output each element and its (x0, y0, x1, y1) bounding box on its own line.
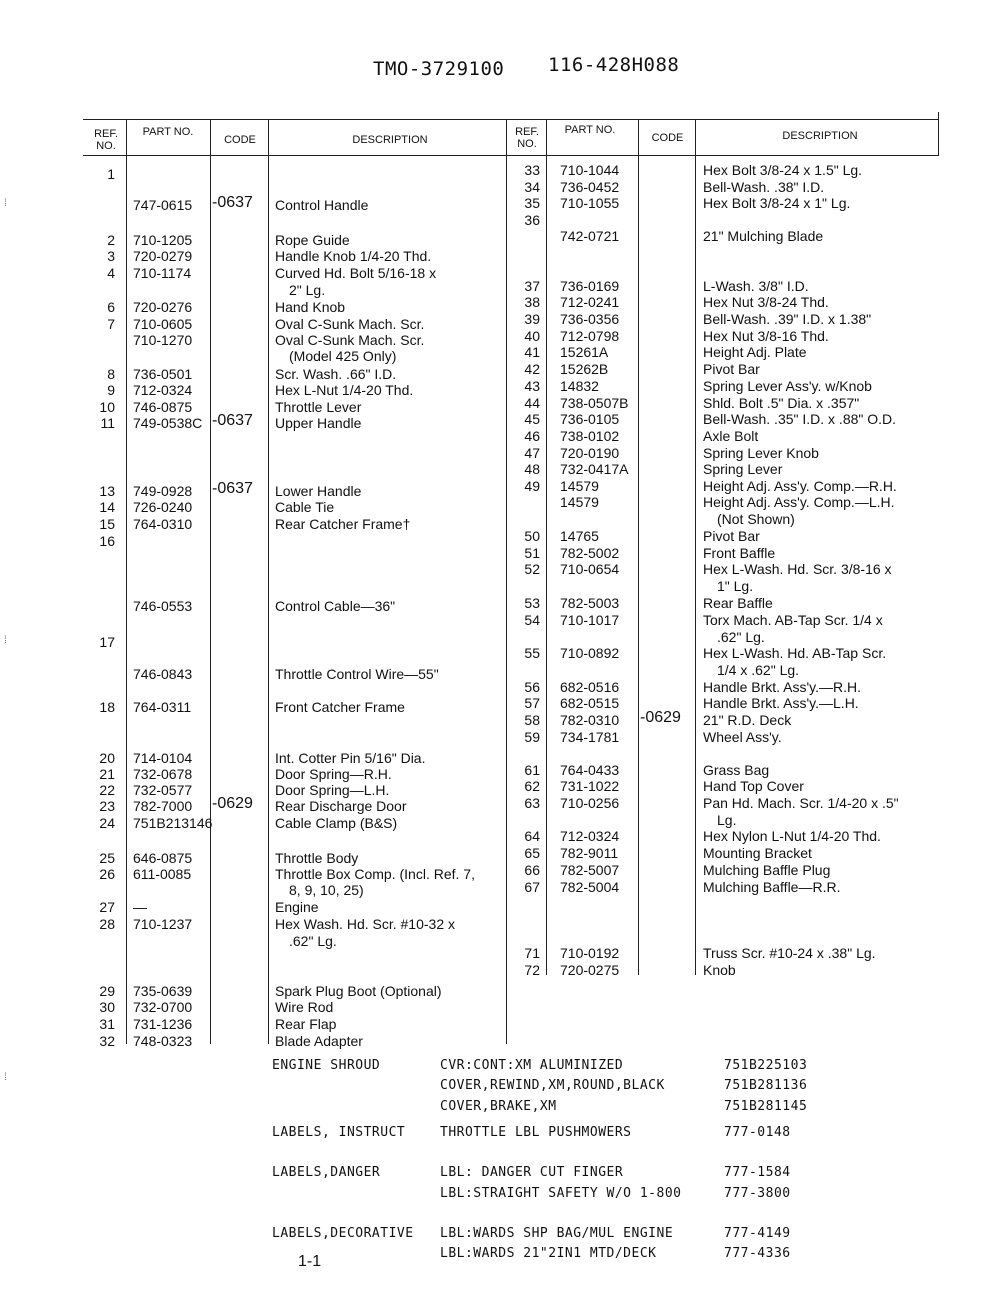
supplement-item: LBL:WARDS 21"2IN1 MTD/DECK (440, 1246, 657, 1261)
description: Height Adj. Ass'y. Comp.—L.H. (703, 494, 895, 510)
supplement-item: LBL: DANGER CUT FINGER (440, 1165, 624, 1180)
supplement-item: THROTTLE LBL PUSHMOWERS (440, 1125, 632, 1140)
part-no: 682-0515 (560, 695, 620, 711)
part-no: 710-1055 (560, 195, 620, 211)
part-no: 764-0311 (133, 699, 192, 715)
col-header-description: DESCRIPTION (352, 134, 428, 146)
col-header-code: CODE (224, 134, 256, 146)
part-no: 712-0324 (133, 382, 193, 398)
code: -0629 (640, 709, 681, 726)
ref-no: 41 (524, 344, 540, 360)
ref-no: 59 (524, 729, 540, 745)
description: (Not Shown) (717, 511, 795, 527)
ref-no: 56 (524, 679, 540, 695)
description: Grass Bag (703, 762, 770, 778)
supplement-part: 777-1584 (724, 1165, 791, 1180)
part-no: 720-0279 (133, 248, 193, 264)
description: Spring Lever Knob (703, 445, 819, 461)
col-sep (506, 120, 507, 1044)
ref-no: 17 (99, 634, 115, 650)
description: Wire Rod (275, 999, 334, 1015)
ref-no: 10 (99, 399, 115, 415)
description: Height Adj. Ass'y. Comp.—R.H. (703, 478, 897, 494)
part-no: 712-0798 (560, 328, 620, 344)
description: Pan Hd. Mach. Scr. 1/4-20 x .5" (703, 795, 899, 811)
description: Height Adj. Plate (703, 344, 807, 360)
part-no: 746-0843 (133, 666, 193, 682)
part-no: 746-0553 (133, 598, 193, 614)
description: Bell-Wash. .39" I.D. x 1.38" (703, 311, 872, 327)
part-no: 738-0507B (560, 395, 629, 411)
part-no: 14579 (560, 494, 599, 510)
ref-no: 38 (524, 294, 540, 310)
ref-no: 11 (100, 415, 115, 431)
part-no: 736-0356 (560, 311, 620, 327)
ref-no: 1 (107, 166, 115, 182)
ref-no: 72 (524, 962, 540, 978)
part-no: 736-0452 (560, 179, 620, 195)
ref-no: 65 (524, 845, 540, 861)
part-no: 712-0324 (560, 828, 620, 844)
description: 21" R.D. Deck (703, 712, 792, 728)
ref-no: 3 (107, 248, 115, 264)
part-no: 720-0190 (560, 445, 620, 461)
part-no: 710-0605 (133, 316, 193, 332)
part-no: 710-0192 (560, 945, 620, 961)
description: Knob (703, 962, 736, 978)
supplement-category: ENGINE SHROUD (272, 1058, 381, 1073)
description: Hex L-Nut 1/4-20 Thd. (275, 382, 414, 398)
col-sep (638, 120, 639, 975)
description: Hex Bolt 3/8-24 x 1" Lg. (703, 195, 851, 211)
supplement-item: COVER,BRAKE,XM (440, 1099, 557, 1114)
part-no: 732-0700 (133, 999, 193, 1015)
ref-no: 35 (524, 195, 540, 211)
part-no: 764-0433 (560, 762, 620, 778)
ref-no: 48 (524, 461, 540, 477)
ref-no: 49 (524, 478, 540, 494)
part-no: 782-9011 (560, 845, 619, 861)
description: Torx Mach. AB-Tap Scr. 1/4 x (703, 612, 883, 628)
description: 2" Lg. (289, 282, 326, 298)
ref-no: 37 (524, 278, 540, 294)
supplement-part: 777-0148 (724, 1125, 791, 1140)
col-header-ref-right: REF. NO. (515, 126, 539, 150)
description: Hex L-Wash. Hd. Scr. 3/8-16 x (703, 561, 892, 577)
description: Blade Adapter (275, 1033, 363, 1049)
description: Cable Clamp (B&S) (275, 815, 398, 831)
col-sep (695, 120, 696, 975)
col-header-ref: REF. NO. (94, 128, 118, 152)
supplement-category: LABELS, INSTRUCT (272, 1125, 406, 1140)
description: Lg. (717, 812, 737, 828)
supplement-part: 777-4336 (724, 1246, 791, 1261)
ref-no: 27 (99, 899, 115, 915)
description: Throttle Box Comp. (Incl. Ref. 7, (275, 866, 475, 882)
description: Spark Plug Boot (Optional) (275, 983, 442, 999)
part-no: 731-1022 (560, 778, 620, 794)
description: Front Baffle (703, 545, 776, 561)
col-header-part: PART NO. (142, 126, 194, 138)
description: L-Wash. 3/8" I.D. (703, 278, 809, 294)
description: Throttle Control Wire—55" (275, 666, 439, 682)
part-no: 782-7000 (133, 798, 193, 814)
description: .62" Lg. (289, 933, 337, 949)
part-no: 15261A (560, 344, 609, 360)
description: Rear Discharge Door (275, 798, 407, 814)
part-no: 710-1017 (560, 612, 620, 628)
part-no: 710-0892 (560, 645, 620, 661)
part-no: 734-1781 (560, 729, 620, 745)
description: Spring Lever Ass'y. w/Knob (703, 378, 872, 394)
table-header-rule (83, 155, 939, 156)
col-sep (210, 120, 211, 1044)
ref-no: 53 (524, 595, 540, 611)
ref-no: 31 (99, 1016, 115, 1032)
part-no: 751B213146 (133, 815, 213, 831)
part-no: 682-0516 (560, 679, 620, 695)
part-no: 15262B (560, 361, 609, 377)
description: Upper Handle (275, 415, 362, 431)
description: Throttle Body (275, 850, 359, 866)
ref-no: 43 (524, 378, 540, 394)
supplement-category: LABELS,DANGER (272, 1165, 381, 1180)
part-no: 749-0538C (133, 415, 203, 431)
description: Scr. Wash. .66" I.D. (275, 366, 397, 382)
description: Mulching Baffle Plug (703, 862, 831, 878)
description: Front Catcher Frame (275, 699, 405, 715)
ref-no: 24 (99, 815, 115, 831)
model-code: TMO-3729100 (373, 58, 505, 80)
ref-no: 16 (99, 533, 115, 549)
supplement-category: LABELS,DECORATIVE (272, 1226, 414, 1241)
part-no: 732-0678 (133, 766, 193, 782)
description: Hex Bolt 3/8-24 x 1.5" Lg. (703, 162, 863, 178)
col-header-part-right: PART NO. (564, 124, 616, 136)
part-no: 748-0323 (133, 1033, 193, 1049)
code: -0637 (212, 194, 253, 211)
supplement-part: 777-4149 (724, 1226, 791, 1241)
description: Shld. Bolt .5" Dia. x .357" (703, 395, 860, 411)
supplement-part: 751B281136 (724, 1078, 808, 1093)
code: -0637 (212, 412, 253, 429)
ref-no: 4 (107, 265, 115, 281)
ref-no: 61 (524, 762, 540, 778)
part-no: 714-0104 (133, 750, 193, 766)
description: 1" Lg. (717, 578, 754, 594)
ref-no: 42 (524, 361, 540, 377)
description: Mulching Baffle—R.R. (703, 879, 841, 895)
ref-no: 47 (524, 445, 540, 461)
description: Rear Flap (275, 1016, 337, 1032)
supplement-item: COVER,REWIND,XM,ROUND,BLACK (440, 1078, 665, 1093)
part-no: 736-0169 (560, 278, 620, 294)
part-no: 710-1270 (133, 332, 193, 348)
part-no: 712-0241 (560, 294, 620, 310)
description: Axle Bolt (703, 428, 759, 444)
col-sep (268, 120, 269, 1044)
description: Mounting Bracket (703, 845, 812, 861)
description: Hand Knob (275, 299, 346, 315)
part-no: 742-0721 (560, 228, 620, 244)
description: Spring Lever (703, 461, 783, 477)
ref-no: 25 (99, 850, 115, 866)
table-top-rule (83, 119, 939, 120)
ref-no: 66 (524, 862, 540, 878)
description: Hex Nut 3/8-24 Thd. (703, 294, 829, 310)
supplement-item: LBL:WARDS SHP BAG/MUL ENGINE (440, 1226, 674, 1241)
description: Rear Catcher Frame† (275, 516, 411, 532)
part-no: 747-0615 (133, 197, 193, 213)
description: Cable Tie (275, 499, 335, 515)
ref-no: 39 (524, 311, 540, 327)
description: Rear Baffle (703, 595, 773, 611)
description: Truss Scr. #10-24 x .38" Lg. (703, 945, 876, 961)
part-no: 726-0240 (133, 499, 193, 515)
col-sep (126, 120, 127, 1044)
ref-no: 28 (99, 916, 115, 932)
ref-no: 46 (524, 428, 540, 444)
ref-no: 6 (107, 299, 115, 315)
part-no: 710-1044 (560, 162, 620, 178)
part-no: 749-0928 (133, 483, 193, 499)
ref-no: 8 (107, 366, 115, 382)
ref-no: 21 (99, 766, 115, 782)
model-number: 116-428H088 (548, 54, 680, 76)
ref-no: 63 (524, 795, 540, 811)
part-no: 782-5003 (560, 595, 620, 611)
part-no: 720-0275 (560, 962, 620, 978)
ref-no: 40 (524, 328, 540, 344)
ref-no: 54 (524, 612, 540, 628)
ref-no: 18 (99, 699, 115, 715)
description: Hex Nut 3/8-16 Thd. (703, 328, 829, 344)
description: Hex Wash. Hd. Scr. #10-32 x (275, 916, 455, 932)
ref-no: 9 (107, 382, 115, 398)
part-no: 735-0639 (133, 983, 193, 999)
description: Lower Handle (275, 483, 362, 499)
ref-no: 44 (524, 395, 540, 411)
description: Door Spring—L.H. (275, 782, 390, 798)
description: Oval C-Sunk Mach. Scr. (275, 316, 425, 332)
description: Int. Cotter Pin 5/16" Dia. (275, 750, 426, 766)
part-no: 710-1237 (133, 916, 193, 932)
ref-no: 30 (99, 999, 115, 1015)
part-no: 746-0875 (133, 399, 193, 415)
ref-no: 2 (107, 232, 115, 248)
description: Handle Brkt. Ass'y.—R.H. (703, 679, 862, 695)
ref-no: 57 (524, 695, 540, 711)
description: 1/4 x .62" Lg. (717, 662, 800, 678)
part-no: 738-0102 (560, 428, 620, 444)
part-no: 14832 (560, 378, 599, 394)
supplement-item: LBL:STRAIGHT SAFETY W/O 1-800 (440, 1186, 682, 1201)
description: Engine (275, 899, 319, 915)
ref-no: 62 (524, 778, 540, 794)
supplement-part: 751B225103 (724, 1058, 808, 1073)
description: Hand Top Cover (703, 778, 804, 794)
col-header-code-right: CODE (651, 132, 684, 144)
description: Handle Brkt. Ass'y.—L.H. (703, 695, 859, 711)
part-no: 782-0310 (560, 712, 620, 728)
part-no: 736-0105 (560, 411, 620, 427)
ref-no: 58 (524, 712, 540, 728)
code: -0629 (212, 795, 253, 812)
margin-mark: ⁞ (4, 198, 7, 209)
ref-no: 34 (524, 179, 540, 195)
ref-no: 15 (99, 516, 115, 532)
description: Rope Guide (275, 232, 350, 248)
description: .62" Lg. (717, 629, 765, 645)
part-no: 782-5007 (560, 862, 620, 878)
ref-no: 32 (99, 1033, 115, 1049)
description: Door Spring—R.H. (275, 766, 392, 782)
part-no: 710-0256 (560, 795, 620, 811)
part-no: 732-0577 (133, 782, 193, 798)
ref-no: 7 (107, 316, 115, 332)
ref-no: 52 (524, 561, 540, 577)
ref-no: 67 (524, 879, 540, 895)
description: Control Handle (275, 197, 369, 213)
part-no: 14765 (560, 528, 599, 544)
ref-no: 29 (99, 983, 115, 999)
description: Bell-Wash. .38" I.D. (703, 179, 825, 195)
part-no: 646-0875 (133, 850, 193, 866)
description: Throttle Lever (275, 399, 362, 415)
description: Hex Nylon L-Nut 1/4-20 Thd. (703, 828, 881, 844)
ref-no: 20 (99, 750, 115, 766)
description: Wheel Ass'y. (703, 729, 782, 745)
description: Oval C-Sunk Mach. Scr. (275, 332, 425, 348)
ref-no: 26 (99, 866, 115, 882)
description: Control Cable—36" (275, 598, 396, 614)
ref-no: 55 (524, 645, 540, 661)
supplement-part: 751B281145 (724, 1099, 808, 1114)
ref-no: 23 (99, 798, 115, 814)
margin-mark: ⁞ (4, 635, 7, 646)
ref-no: 45 (524, 411, 540, 427)
description: (Model 425 Only) (289, 348, 397, 364)
description: Bell-Wash. .35" I.D. x .88" O.D. (703, 411, 897, 427)
description: Pivot Bar (703, 528, 760, 544)
part-no: — (133, 899, 147, 915)
part-no: 764-0310 (133, 516, 193, 532)
ref-no: 64 (524, 828, 540, 844)
part-no: 732-0417A (560, 461, 629, 477)
part-no: 710-1174 (133, 265, 192, 281)
col-header-description-right: DESCRIPTION (782, 130, 858, 142)
part-no: 782-5002 (560, 545, 620, 561)
part-no: 14579 (560, 478, 599, 494)
supplement-part: 777-3800 (724, 1186, 791, 1201)
part-no: 611-0085 (133, 866, 192, 882)
supplement-item: CVR:CONT:XM ALUMINIZED (440, 1058, 624, 1073)
ref-no: 22 (99, 782, 115, 798)
description: Hex L-Wash. Hd. AB-Tap Scr. (703, 645, 887, 661)
ref-no: 36 (524, 212, 540, 228)
part-no: 710-1205 (133, 232, 193, 248)
ref-no: 51 (524, 545, 540, 561)
description: 8, 9, 10, 25) (289, 882, 364, 898)
part-no: 720-0276 (133, 299, 193, 315)
part-no: 782-5004 (560, 879, 620, 895)
ref-no: 13 (99, 483, 115, 499)
ref-no: 50 (524, 528, 540, 544)
ref-no: 33 (524, 162, 540, 178)
table-right-edge (938, 112, 939, 156)
ref-no: 14 (99, 499, 115, 515)
margin-mark: ⁞ (4, 1072, 7, 1083)
code: -0637 (212, 480, 253, 497)
col-sep (546, 120, 547, 975)
footer-note: 1-1 (298, 1253, 322, 1270)
description: Pivot Bar (703, 361, 760, 377)
part-no: 731-1236 (133, 1016, 193, 1032)
ref-no: 71 (524, 945, 540, 961)
part-no: 736-0501 (133, 366, 193, 382)
description: Curved Hd. Bolt 5/16-18 x (275, 265, 437, 281)
part-no: 710-0654 (560, 561, 620, 577)
description: 21" Mulching Blade (703, 228, 824, 244)
description: Handle Knob 1/4-20 Thd. (275, 248, 432, 264)
